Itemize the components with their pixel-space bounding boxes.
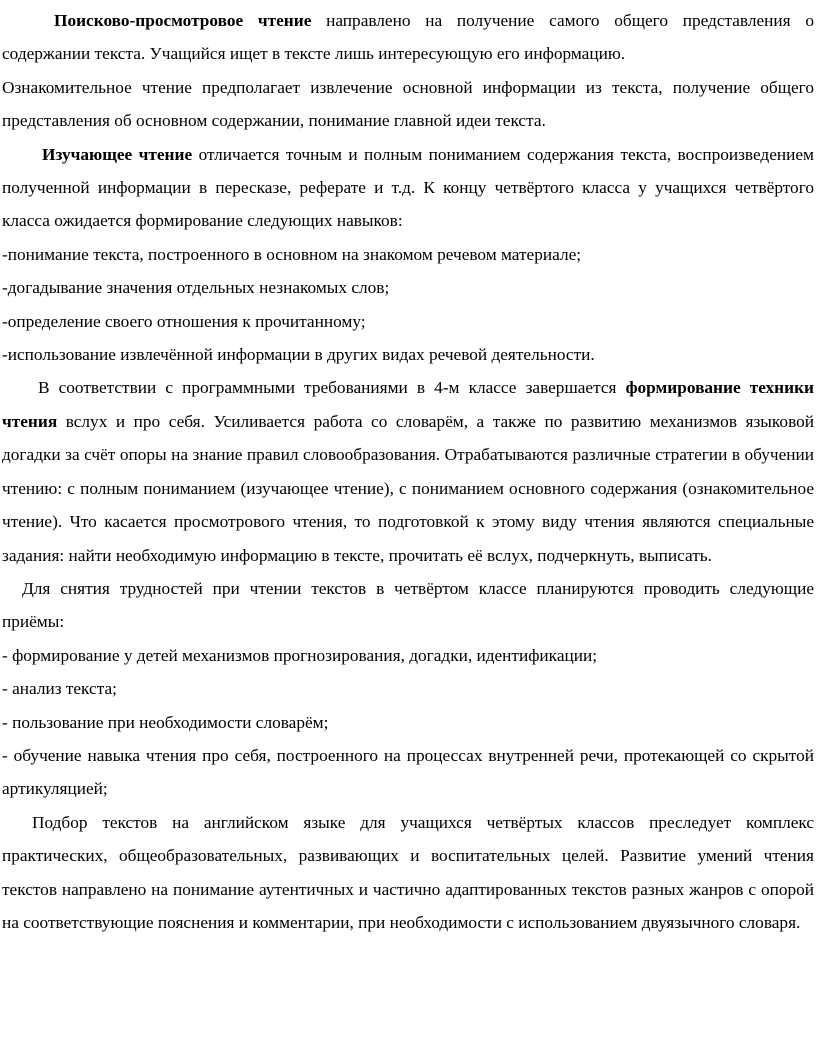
list-item: -догадывание значения отдельных незнакомых слов; (2, 278, 390, 298)
paragraph-program-lead: В соответствии с программными требованиями в 4-м классе завершается (38, 378, 626, 398)
paragraph-text-selection: Подбор текстов на английском языке для учащихся четвёртых классов преследует комплекс практических, общеобразовательных, развивающих и воспитательных целей. Развитие умений чтения текстов направлено на понимание аутентичных и частично адаптированных текстов разных жанров с опорой на соответствующие пояснения и комментарии, при необходимости с использованием двуязычного словаря. (2, 812, 814, 932)
paragraph-search-reading (2, 4, 814, 71)
term-study-reading: Изучающее чтение (42, 144, 193, 164)
list-item: - обучение навыка чтения про себя, построенного на процессах внутренней речи, протекающей со скрытой артикуляцией; (2, 745, 814, 799)
term-search-reading: Поисково-просмотровое чтение (54, 11, 312, 30)
paragraph-study-reading (2, 138, 814, 238)
paragraph-study-reading-text: отличается точным и полным пониманием содержания текста, воспроизведением полученной информации в пересказе, реферате и т.д. К концу четвёртого класса у учащихся четвёртого класса ожидается формирование следующих навыков: (2, 144, 814, 231)
list-item: -определение своего отношения к прочитанному; (2, 311, 366, 331)
paragraph-search-reading-text: направлено на получение самого общего представления о содержании текста. Учащийся ищет в тексте лишь интересующую его информацию. (2, 11, 814, 64)
paragraph-program-text: вслух и про себя. Усиливается работа со словарём, а также по развитию механизмов языковой догадки за счёт опоры на знание правил словообразования. Отрабатываются различные стратегии в обучении чтению: с полным пониманием (изучающее чтение), с пониманием основного содержания (ознакомительное чтение). Что касается просмотрового чтения, то подготовкой к этому виду чтения являются специальные задания: найти необходимую информацию в тексте, прочитать её вслух, подчеркнуть, выписать. (2, 411, 814, 565)
techniques-list (2, 639, 814, 806)
document-page (0, 4, 816, 939)
list-item: -понимание текста, построенного в основном на знакомом речевом материале; (2, 244, 582, 264)
term-reading-technique: формирование техники чтения (2, 378, 815, 431)
skills-list (2, 238, 814, 372)
list-item: - анализ текста; (2, 679, 117, 699)
paragraph-program-requirements (2, 371, 814, 571)
paragraph-intro-reading: Ознакомительное чтение предполагает извлечение основной информации из текста, получение общего представления об основном содержании, понимание главной идеи текста. (2, 77, 814, 131)
paragraph-difficulties: Для снятия трудностей при чтении текстов в четвёртом классе планируются проводить следующие приёмы: (2, 578, 814, 632)
list-item: -использование извлечённой информации в других видах речевой деятельности. (2, 345, 595, 365)
list-item: - пользование при необходимости словарём; (2, 712, 329, 732)
list-item: - формирование у детей механизмов прогнозирования, догадки, идентификации; (2, 645, 598, 665)
